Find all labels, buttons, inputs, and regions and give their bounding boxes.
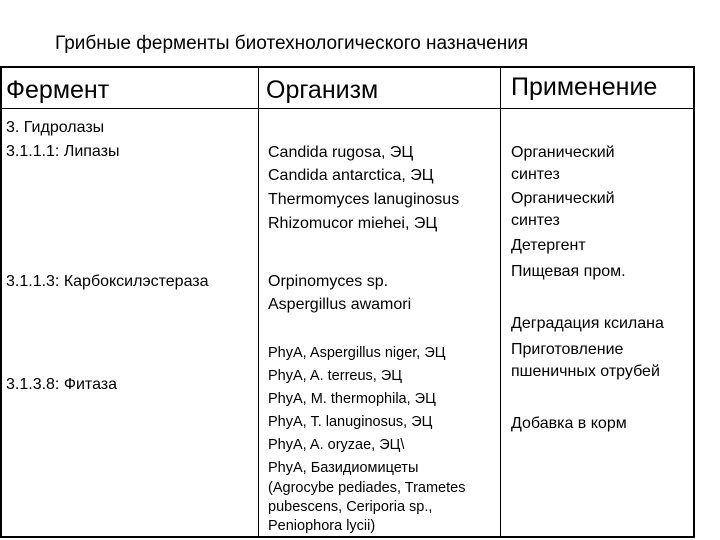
header-divider bbox=[0, 108, 695, 109]
organism-line: Orpinomyces sp. bbox=[268, 273, 389, 290]
application-line: Деградация ксилана bbox=[511, 315, 664, 332]
application-line: синтез bbox=[511, 212, 560, 229]
organism-line: Aspergillus awamori bbox=[268, 296, 412, 313]
header-application: Применение bbox=[511, 73, 658, 101]
application-line: синтез bbox=[511, 166, 560, 183]
organism-note-line: Peniophora lycii) bbox=[268, 518, 376, 534]
organism-line: PhyA, T. lanuginosus, ЭЦ bbox=[268, 414, 433, 430]
organism-line: Candida antarctica, ЭЦ bbox=[268, 167, 434, 184]
application-line: Органический bbox=[511, 190, 615, 207]
group-hydrolases: 3. Гидролазы bbox=[6, 119, 105, 136]
application-line: Детергент bbox=[511, 237, 586, 254]
organism-line: Candida rugosa, ЭЦ bbox=[268, 144, 414, 161]
organism-line: PhyA, A. oryzae, ЭЦ\ bbox=[268, 437, 405, 453]
organism-line: PhyA, M. thermophila, ЭЦ bbox=[268, 391, 436, 407]
header-organism: Организм bbox=[266, 76, 379, 104]
application-line: пшеничных отрубей bbox=[511, 363, 660, 380]
organism-note-line: pubescens, Ceriporia sp., bbox=[268, 499, 433, 515]
enzyme-lipases: 3.1.1.1: Липазы bbox=[6, 143, 120, 160]
organism-line: Thermomyces lanuginosus bbox=[268, 191, 460, 208]
application-line: Приготовление bbox=[511, 341, 624, 358]
application-line: Пищевая пром. bbox=[511, 263, 626, 280]
slide-title: Грибные ферменты биотехнологического назначения bbox=[55, 33, 529, 54]
enzyme-carboxylesterase: 3.1.1.3: Карбоксилэстераза bbox=[6, 273, 209, 290]
header-enzyme: Фермент bbox=[6, 76, 110, 104]
application-line: Органический bbox=[511, 144, 615, 161]
column-divider-2 bbox=[500, 66, 501, 538]
table-top-border bbox=[0, 66, 695, 68]
organism-line: PhyA, Aspergillus niger, ЭЦ bbox=[268, 345, 446, 361]
enzyme-phytase: 3.1.3.8: Фитаза bbox=[6, 376, 118, 393]
application-line: Добавка в корм bbox=[511, 415, 627, 432]
column-divider-1 bbox=[258, 66, 259, 538]
organism-line: Rhizomucor miehei, ЭЦ bbox=[268, 215, 438, 232]
organism-line: PhyA, A. terreus, ЭЦ bbox=[268, 368, 402, 384]
organism-note-line: (Agrocybe pediades, Trametes bbox=[268, 480, 466, 496]
organism-line: PhyA, Базидиомицеты bbox=[268, 460, 419, 476]
